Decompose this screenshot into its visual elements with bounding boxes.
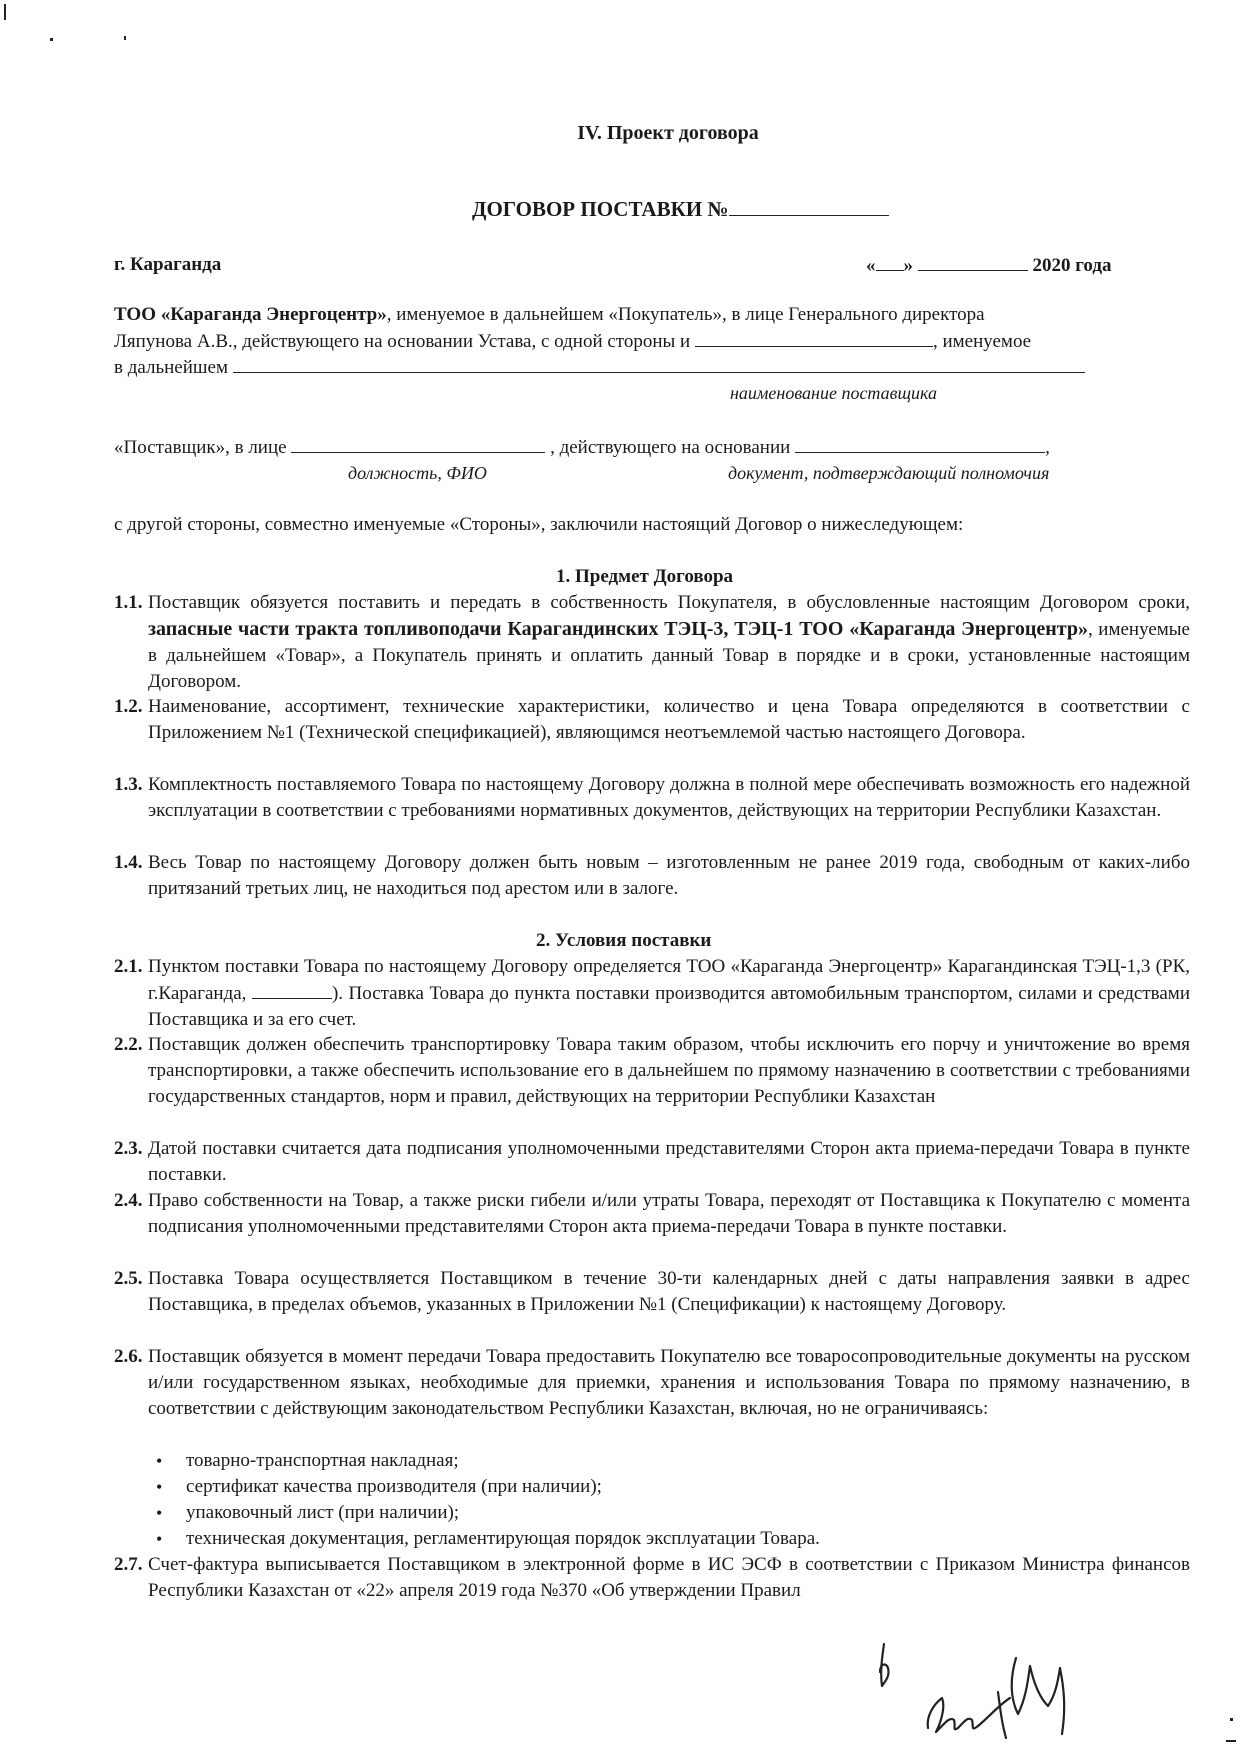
clause-number: 1.1. bbox=[114, 592, 143, 613]
contract-number-blank bbox=[729, 197, 889, 216]
supplier-full-name-blank bbox=[233, 354, 1085, 373]
supplier-position-blank bbox=[291, 434, 545, 453]
clause-text: Право собственности на Товар, а также риски гибели и/или утраты Товара, переходят от Поставщика к Покупателю с момента подписания уполномоченными представителями Сторон акта приема-передачи Товара в пункте поставки. bbox=[148, 1190, 1190, 1237]
clause-number: 2.5. bbox=[114, 1268, 143, 1289]
clause-number: 2.7. bbox=[114, 1554, 143, 1575]
hereinafter-label: в дальнейшем bbox=[114, 357, 228, 378]
clause-text: Датой поставки считается дата подписания уполномоченными представителями Сторон акта приема-передачи Товара в пункте поставки. bbox=[148, 1138, 1190, 1185]
clause-text-start: Поставщик обязуется поставить и передать в собственность Покупателя, в обусловленные настоящим Договором сроки, bbox=[148, 592, 1190, 613]
scan-speck bbox=[124, 36, 126, 40]
clause-2-3 bbox=[114, 1136, 1190, 1188]
clause-2-4 bbox=[114, 1188, 1190, 1240]
clause-2-1 bbox=[114, 954, 1190, 1033]
supplier-document-blank bbox=[795, 434, 1045, 453]
document-caption: документ, подтверждающий полномочия bbox=[728, 463, 1050, 483]
supplier-label: «Поставщик», в лице bbox=[114, 437, 287, 458]
date-quote-open: « bbox=[866, 255, 876, 276]
contract-title-text: ДОГОВОР ПОСТАВКИ № bbox=[472, 197, 729, 221]
clause-text bbox=[148, 590, 1190, 695]
clause-number: 2.2. bbox=[114, 1034, 143, 1055]
clause-text: Комплектность поставляемого Товара по настоящему Договору должна в полной мере обеспечивать возможность его надежной эксплуатации в соответствии с требованиями нормативных документов, действующих на территории Республики Казахстан. bbox=[148, 774, 1190, 821]
supplier-name-blank bbox=[695, 328, 933, 347]
section-1-title: 1. Предмет Договора bbox=[556, 566, 734, 587]
scan-speck bbox=[50, 38, 53, 41]
clause-text-end: ). Поставка Товара до пункта поставки производится автомобильным транспортом, силами и средствами Поставщика и за его счет. bbox=[148, 983, 1190, 1030]
clause-number: 2.4. bbox=[114, 1190, 143, 1211]
clause-text: Поставщик должен обеспечить транспортировку Товара таким образом, чтобы исключить его порчу и уничтожение во время транспортировки, а также обеспечить использование его в дальнейшем по прямому назначению в соответствии с требованиями государственных стандартов, норм и правил, действующих на территории Республики Казахстан bbox=[148, 1034, 1190, 1107]
named-as: , именуемое bbox=[932, 331, 1032, 352]
comma: , bbox=[1045, 437, 1050, 458]
clause-1-2 bbox=[114, 694, 1190, 746]
buyer-name: ТОО «Караганда Энергоцентр» bbox=[114, 304, 387, 325]
handwritten-signature bbox=[860, 1628, 1100, 1746]
clause-1-1 bbox=[114, 590, 1190, 695]
address-blank bbox=[252, 980, 332, 999]
contract-date bbox=[866, 252, 1111, 279]
list-item: • сертификат качества производителя (при наличии); bbox=[148, 1474, 1188, 1500]
scan-speck bbox=[4, 4, 6, 20]
scan-speck bbox=[1230, 1718, 1233, 1721]
date-quote-close: » bbox=[903, 255, 913, 276]
parties-line-5: с другой стороны, совместно именуемые «Стороны», заключили настоящий Договор о нижеследующем: bbox=[114, 514, 964, 535]
parties-line-1 bbox=[114, 302, 1190, 328]
goods-description: запасные части тракта топливоподачи Карагандинских ТЭЦ-3, ТЭЦ-1 ТОО «Караганда Энергоцентр» bbox=[148, 618, 1088, 640]
list-item: • техническая документация, регламентирующая порядок эксплуатации Товара. bbox=[148, 1526, 1188, 1552]
clause-number: 2.1. bbox=[114, 956, 143, 977]
parties-line-2 bbox=[114, 328, 1031, 355]
clause-text: Поставщик обязуется в момент передачи Товара предоставить Покупателю все товаросопроводительные документы на русском и/или государственном языках, необходимые для приемки, хранения и использования Товара по прямому назначению, в соответствии с действующим законодательством Республики Казахстан, включая, но не ограничиваясь: bbox=[148, 1346, 1190, 1419]
clause-number: 1.2. bbox=[114, 696, 143, 717]
acting-basis: , действующего на основании bbox=[550, 437, 791, 458]
list-item: • упаковочный лист (при наличии); bbox=[148, 1500, 1188, 1526]
buyer-representative: Ляпунова А.В., действующего на основании Устава, с одной стороны и bbox=[114, 331, 691, 352]
list-item: • товарно-транспортная накладная; bbox=[148, 1448, 1188, 1474]
clause-text-end: , именуемые в дальнейшем «Товар», а Покупатель принять и оплатить данный Товар в порядке и в сроки, установленные настоящим Договором. bbox=[148, 619, 1190, 692]
clause-number: 1.3. bbox=[114, 774, 143, 795]
clause-text: Наименование, ассортимент, технические характеристики, количество и цена Товара определяются в соответствии с Приложением №1 (Технической спецификацией), являющимся неотъемлемой частью настоящего Договора. bbox=[148, 696, 1190, 743]
position-caption: должность, ФИО bbox=[348, 463, 487, 483]
parties-line-3 bbox=[114, 354, 1085, 381]
buyer-description: , именуемое в дальнейшем «Покупатель», в лице Генерального директора bbox=[386, 304, 985, 325]
city: г. Караганда bbox=[114, 254, 222, 275]
date-month-blank bbox=[918, 252, 1028, 271]
clause-1-4 bbox=[114, 850, 1190, 902]
documents-list bbox=[148, 1448, 1188, 1552]
section-2-title: 2. Условия поставки bbox=[536, 930, 712, 951]
clause-1-3 bbox=[114, 772, 1190, 824]
supplier-name-caption: наименование поставщика bbox=[730, 383, 938, 403]
clause-number: 2.3. bbox=[114, 1138, 143, 1159]
date-day-blank bbox=[876, 252, 904, 271]
clause-text bbox=[148, 954, 1190, 1033]
clause-2-5 bbox=[114, 1266, 1190, 1318]
section-heading: IV. Проект договора bbox=[577, 122, 759, 144]
clause-2-2 bbox=[114, 1032, 1190, 1110]
date-year: 2020 года bbox=[1032, 255, 1112, 276]
parties-line-4 bbox=[114, 434, 1050, 461]
clause-number: 1.4. bbox=[114, 852, 143, 873]
clause-text: Весь Товар по настоящему Договору должен быть новым – изготовленным не ранее 2019 года, свободным от каких-либо притязаний третьих лиц, не находиться под арестом или в залоге. bbox=[148, 852, 1190, 899]
clause-text: Счет-фактура выписывается Поставщиком в электронной форме в ИС ЭСФ в соответствии с Приказом Министра финансов Республики Казахстан от «22» апреля 2019 года №370 «Об утверждении Правил bbox=[148, 1554, 1190, 1601]
scan-speck bbox=[1226, 1740, 1236, 1742]
contract-title bbox=[472, 196, 889, 222]
clause-2-7 bbox=[114, 1552, 1190, 1604]
clause-text: Поставка Товара осуществляется Поставщиком в течение 30-ти календарных дней с даты направления заявки в адрес Поставщика, в пределах объемов, указанных в Приложении №1 (Спецификации) к настоящему Договору. bbox=[148, 1268, 1190, 1315]
clause-number: 2.6. bbox=[114, 1346, 143, 1367]
clause-2-6 bbox=[114, 1344, 1190, 1422]
clause-text-start: Пунктом поставки Товара по настоящему Договору определяется ТОО «Караганда Энергоцентр» Карагандинская ТЭЦ-1,3 (РК, г.Караганда, bbox=[148, 956, 1190, 1004]
